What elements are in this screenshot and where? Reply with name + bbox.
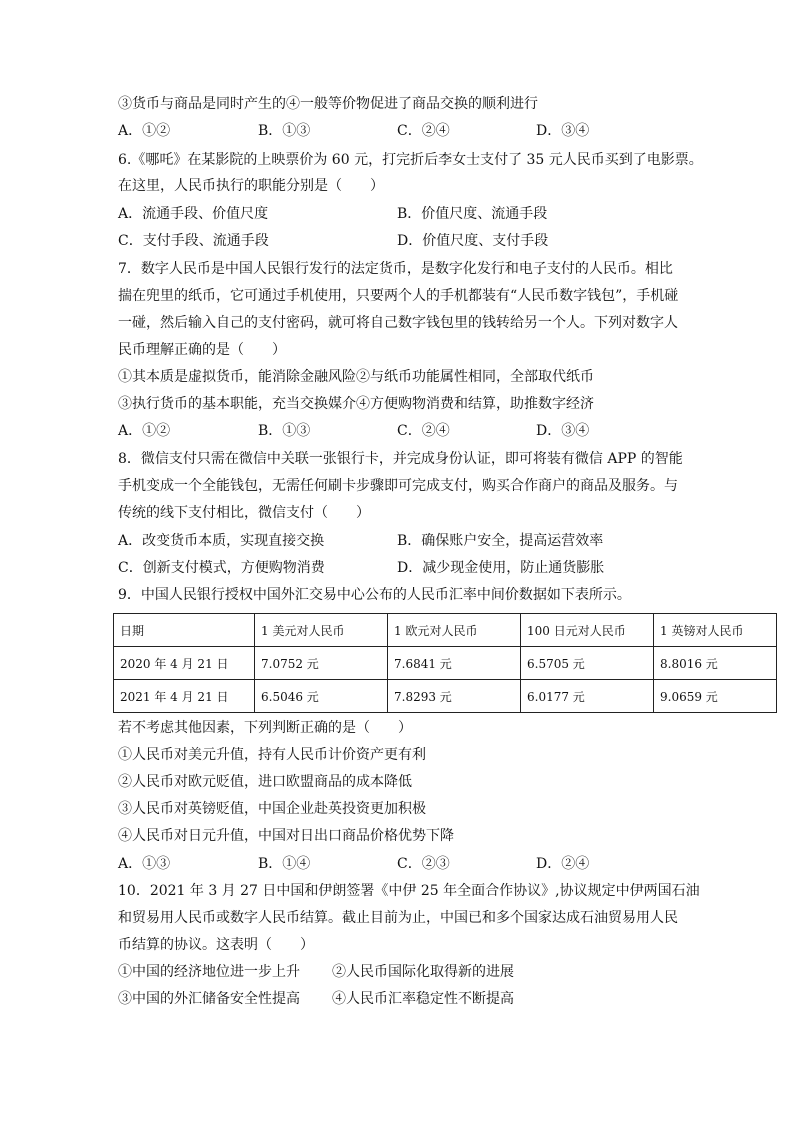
table-header-cell: 1 美元对人民币 — [255, 614, 388, 647]
q10-option-2: ②人民币国际化取得新的进展 — [332, 964, 514, 980]
q10-stem-line-1: 10．2021 年 3 月 27 日中国和伊朗签署《中伊 25 年全面合作协议》,协议规定中伊两国石油 — [118, 883, 700, 899]
q9-choices — [118, 854, 678, 874]
table-header-cell: 1 欧元对人民币 — [388, 614, 521, 647]
q6-stem-line-2: 在这里，人民币执行的职能分别是（ ） — [118, 178, 384, 194]
table-cell: 2020 年 4 月 21 日 — [114, 647, 255, 680]
q10-options-row-2 — [118, 989, 678, 1009]
table-header-row — [114, 614, 777, 647]
q7-choice-c: C．②④ — [397, 423, 450, 439]
q9-option-3: ③人民币对英镑贬值，中国企业赴英投资更加积极 — [118, 801, 426, 817]
q9-option-1: ①人民币对美元升值，持有人民币计价资产更有利 — [118, 747, 426, 763]
table-cell: 6.0177 元 — [521, 680, 654, 713]
q7-choice-a: A．①② — [118, 423, 171, 439]
q9-option-2: ②人民币对欧元贬值，进口欧盟商品的成本降低 — [118, 774, 412, 790]
q9-stem: 9．中国人民银行授权中国外汇交易中心公布的人民币汇率中间价数据如下表所示。 — [118, 587, 631, 603]
q9-choice-c: C．②③ — [397, 856, 450, 872]
q9-prompt: 若不考虑其他因素，下列判断正确的是（ ） — [118, 720, 412, 736]
q5-option-line: ③货币与商品是同时产生的④一般等价物促进了商品交换的顺利进行 — [118, 96, 538, 112]
table-cell: 6.5046 元 — [255, 680, 388, 713]
table-cell: 9.0659 元 — [654, 680, 777, 713]
q8-choice-c: C．创新支付模式，方便购物消费 — [118, 560, 325, 576]
table-header-cell: 1 英镑对人民币 — [654, 614, 777, 647]
q10-option-4: ④人民币汇率稳定性不断提高 — [332, 991, 514, 1007]
q5-choice-a: A．①② — [118, 123, 171, 139]
q9-choice-b: B．①④ — [258, 856, 311, 872]
q7-option-line-2: ③执行货币的基本职能，充当交换媒介④方便购物消费和结算，助推数字经济 — [118, 396, 594, 412]
q10-option-3: ③中国的外汇储备安全性提高 — [118, 991, 300, 1007]
q10-options-row-1 — [118, 962, 678, 982]
q8-stem-line-2: 手机变成一个全能钱包，无需任何刷卡步骤即可完成支付，购买合作商户的商品及服务。与 — [118, 478, 678, 494]
q5-choices — [118, 121, 678, 141]
q9-choice-d: D．②④ — [536, 856, 590, 872]
q8-stem-line-3: 传统的线下支付相比，微信支付（ ） — [118, 505, 370, 521]
q9-choice-a: A．①③ — [118, 856, 171, 872]
q9-option-4: ④人民币对日元升值，中国对日出口商品价格优势下降 — [118, 828, 454, 844]
q8-stem-line-1: 8．微信支付只需在微信中关联一张银行卡，并完成身份认证，即可将装有微信 APP 的智能 — [118, 451, 683, 467]
q6-stem-line-1: 6.《哪吒》在某影院的上映票价为 60 元，打完折后李女士支付了 35 元人民币买到了电影票。 — [118, 152, 703, 168]
table-row — [114, 647, 777, 680]
q5-choice-d: D．③④ — [536, 123, 590, 139]
table-header-cell: 100 日元对人民币 — [521, 614, 654, 647]
q8-choice-a: A．改变货币本质，实现直接交换 — [118, 533, 325, 549]
q7-choice-d: D．③④ — [536, 423, 590, 439]
q7-choices — [118, 421, 678, 441]
table-row — [114, 680, 777, 713]
q7-choice-b: B．①③ — [258, 423, 311, 439]
table-cell: 7.8293 元 — [388, 680, 521, 713]
q7-stem-line-3: 一碰，然后输入自己的支付密码，就可将自己数字钱包里的钱转给另一个人。下列对数字人 — [118, 315, 678, 331]
exchange-rate-table — [113, 613, 777, 713]
q5-choice-c: C．②④ — [397, 123, 450, 139]
q5-choice-b: B．①③ — [258, 123, 311, 139]
q8-choices-row-2 — [118, 558, 678, 578]
table-cell: 6.5705 元 — [521, 647, 654, 680]
q10-stem-line-3: 币结算的协议。这表明（ ） — [118, 937, 314, 953]
table-cell: 2021 年 4 月 21 日 — [114, 680, 255, 713]
q10-stem-line-2: 和贸易用人民币或数字人民币结算。截止目前为止，中国已和多个国家达成石油贸易用人民 — [118, 910, 678, 926]
q10-option-1: ①中国的经济地位进一步上升 — [118, 964, 300, 980]
q6-choices-row-1 — [118, 204, 678, 224]
q6-choice-d: D．价值尺度、支付手段 — [397, 233, 549, 249]
q6-choices-row-2 — [118, 231, 678, 251]
table-cell: 7.0752 元 — [255, 647, 388, 680]
table-cell: 7.6841 元 — [388, 647, 521, 680]
q6-choice-b: B．价值尺度、流通手段 — [397, 206, 548, 222]
q8-choice-d: D．减少现金使用，防止通货膨胀 — [397, 560, 605, 576]
q8-choices-row-1 — [118, 531, 678, 551]
q7-option-line-1: ①其本质是虚拟货币，能消除金融风险②与纸币功能属性相同，全部取代纸币 — [118, 369, 594, 385]
q7-stem-line-1: 7．数字人民币是中国人民银行发行的法定货币，是数字化发行和电子支付的人民币。相比 — [118, 261, 673, 277]
q7-stem-line-2: 揣在兜里的纸币，它可通过手机使用，只要两个人的手机都装有“人民币数字钱包”，手机碰 — [118, 288, 679, 304]
q8-choice-b: B．确保账户安全，提高运营效率 — [397, 533, 604, 549]
q6-choice-a: A．流通手段、价值尺度 — [118, 206, 269, 222]
table-cell: 8.8016 元 — [654, 647, 777, 680]
table-header-cell: 日期 — [114, 614, 255, 647]
q6-choice-c: C．支付手段、流通手段 — [118, 233, 269, 249]
q7-stem-line-4: 民币理解正确的是（ ） — [118, 342, 286, 358]
